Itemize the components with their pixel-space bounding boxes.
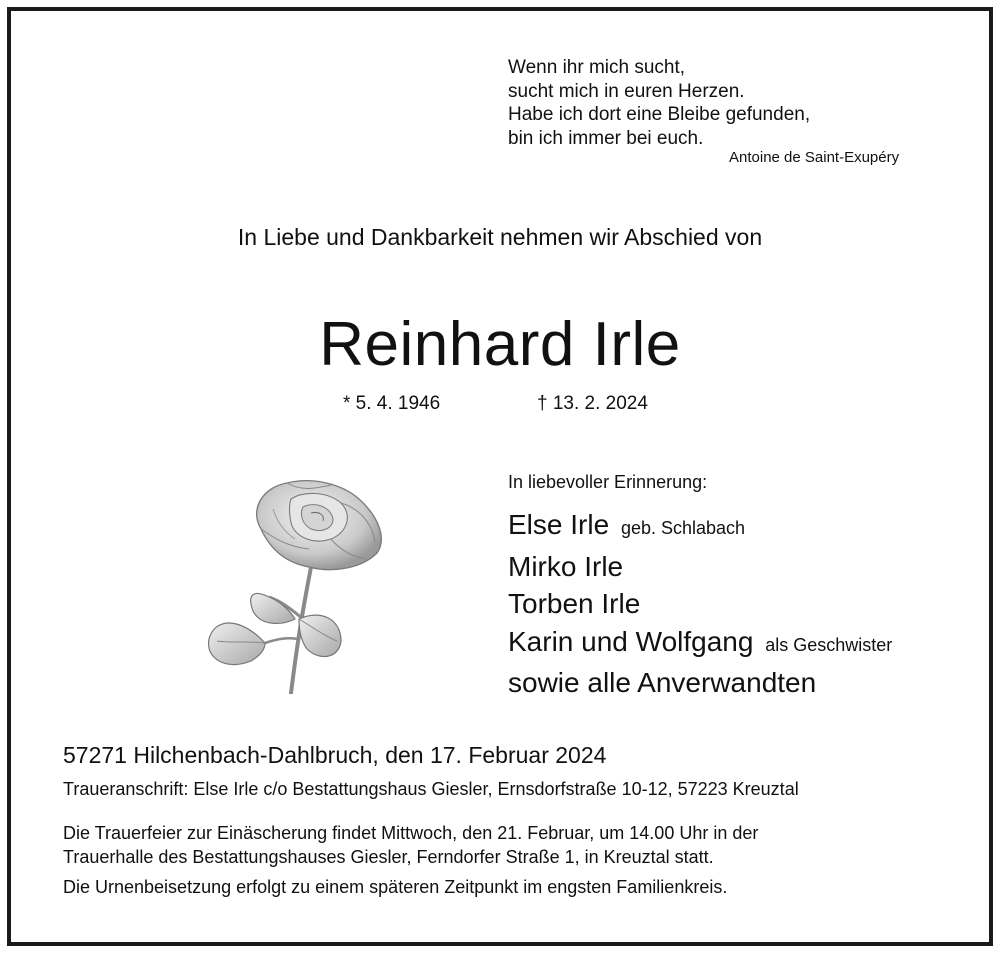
mourner-note: geb. Schlabach bbox=[620, 518, 746, 538]
ceremony-line: Trauerhalle des Bestattungshauses Giesler, Ferndorfer Straße 1, in Kreuztal statt. bbox=[63, 847, 714, 867]
list-item bbox=[508, 548, 892, 586]
quote-line: Habe ich dort eine Bleibe gefunden, bbox=[508, 104, 811, 125]
obituary-notice bbox=[7, 7, 993, 946]
list-item bbox=[508, 585, 892, 623]
mourner-name: Karin und Wolfgang bbox=[508, 625, 754, 657]
mourner-name: sowie alle Anverwandten bbox=[508, 667, 817, 698]
death-date: † 13. 2. 2024 bbox=[537, 393, 648, 414]
memory-heading: In liebevoller Erinnerung: bbox=[508, 472, 708, 492]
quote-line: sucht mich in euren Herzen. bbox=[508, 80, 745, 102]
rose-icon bbox=[191, 469, 391, 694]
quote-line: Wenn ihr mich sucht, bbox=[508, 57, 686, 78]
quote bbox=[508, 56, 948, 150]
birth-date: * 5. 4. 1946 bbox=[343, 393, 441, 414]
place-date: 57271 Hilchenbach-Dahlbruch, den 17. Februar 2024 bbox=[63, 742, 607, 768]
mourner-note: als Geschwister bbox=[765, 634, 893, 655]
quote-author: Antoine de Saint-Exupéry bbox=[729, 149, 900, 166]
quote-line: bin ich immer bei euch. bbox=[508, 127, 704, 149]
list-item bbox=[508, 664, 892, 702]
mourning-address: Traueranschrift: Else Irle c/o Bestattungshaus Giesler, Ernsdorfstraße 10-12, 57223 Kreuztal bbox=[63, 779, 799, 799]
mourner-name: Else Irle bbox=[508, 509, 610, 540]
intro-text: In Liebe und Dankbarkeit nehmen wir Abschied von bbox=[237, 224, 763, 250]
list-item bbox=[508, 506, 892, 548]
ceremony-line: Die Trauerfeier zur Einäscherung findet Mittwoch, den 21. Februar, um 14.00 Uhr in der bbox=[63, 823, 759, 843]
ceremony-info bbox=[63, 821, 758, 869]
deceased-name: Reinhard Irle bbox=[319, 310, 681, 379]
mourners-list bbox=[508, 506, 892, 702]
mourner-name: Torben Irle bbox=[508, 588, 641, 619]
list-item bbox=[508, 623, 892, 665]
mourner-name: Mirko Irle bbox=[508, 550, 624, 582]
urn-burial-info: Die Urnenbeisetzung erfolgt zu einem späteren Zeitpunkt im engsten Familienkreis. bbox=[63, 877, 728, 897]
